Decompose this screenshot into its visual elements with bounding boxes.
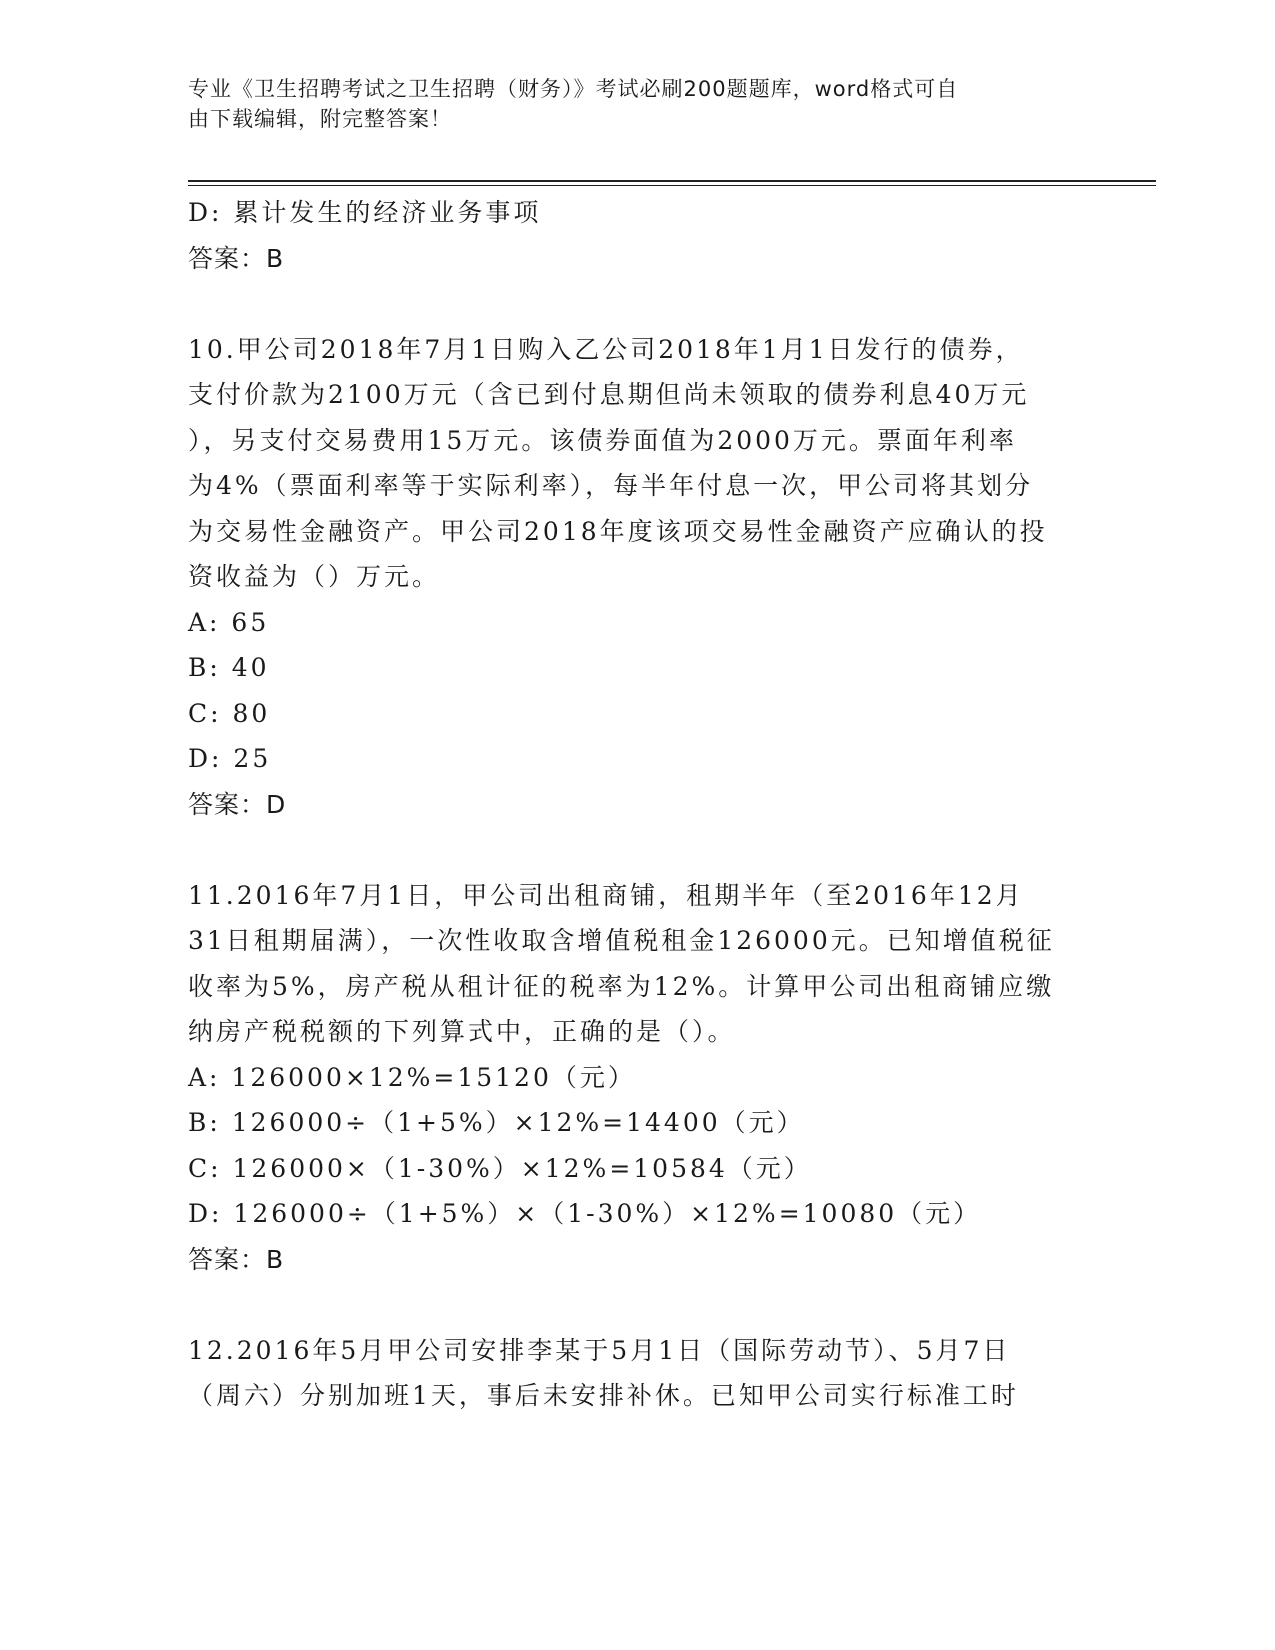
- question-text-line: ），另支付交易费用15万元。该债券面值为2000万元。票面年利率: [188, 425, 1017, 455]
- header-divider-thin: [188, 185, 1156, 186]
- question-text-line: 收率为5%，房产税从租计征的税率为12%。计算甲公司出租商铺应缴: [188, 971, 1055, 1001]
- question-text-line: 为4%（票面利率等于实际利率），每半年付息一次，甲公司将其划分: [188, 471, 1034, 500]
- document-body: [188, 190, 1088, 1419]
- question-text-line: 资收益为（）万元。: [188, 562, 441, 591]
- header-divider-thick: [188, 180, 1156, 182]
- option-b: B: 40: [188, 653, 270, 682]
- option-a: A: 126000×12%=15120（元）: [188, 1062, 636, 1092]
- answer: 答案：B: [188, 243, 285, 273]
- header-line-1: 专业《卫生招聘考试之卫生招聘（财务）》考试必刷200题题库，word格式可自: [188, 77, 959, 101]
- spacer: [188, 827, 1088, 873]
- question-10: [188, 327, 1088, 828]
- question-text-line: 11.2016年7月1日，甲公司出租商铺，租期半年（至2016年12月: [188, 880, 1024, 910]
- question-text-line: 10.甲公司2018年7月1日购入乙公司2018年1月1日发行的债券，: [188, 334, 1024, 364]
- question-12: [188, 1328, 1088, 1419]
- spacer: [188, 1282, 1088, 1328]
- page-header: [188, 74, 1068, 134]
- previous-question-tail: [188, 190, 1088, 281]
- question-11: [188, 873, 1088, 1283]
- answer: 答案：D: [188, 789, 287, 819]
- question-text-line: 12.2016年5月甲公司安排李某于5月1日（国际劳动节）、5月7日: [188, 1335, 1011, 1365]
- option-d: D: 累计发生的经济业务事项: [188, 198, 542, 227]
- question-text-line: 支付价款为2100万元（含已到付息期但尚未领取的债券利息40万元: [188, 380, 1030, 409]
- question-text-line: （周六）分别加班1天，事后未安排补休。已知甲公司实行标准工时: [188, 1381, 1019, 1410]
- spacer: [188, 281, 1088, 327]
- header-line-2: 由下载编辑，附完整答案！: [188, 107, 452, 131]
- question-text-line: 31日租期届满），一次性收取含增值税租金126000元。已知增值税征: [188, 926, 1055, 955]
- option-d: D: 126000÷（1+5%）×（1-30%）×12%=10080（元）: [188, 1199, 982, 1228]
- option-c: C: 80: [188, 698, 271, 728]
- option-b: B: 126000÷（1+5%）×12%=14400（元）: [188, 1108, 805, 1137]
- option-c: C: 126000×（1-30%）×12%=10584（元）: [188, 1153, 812, 1183]
- question-text-line: 为交易性金融资产。甲公司2018年度该项交易性金融资产应确认的投: [188, 516, 1048, 546]
- question-text-line: 纳房产税税额的下列算式中，正确的是（）。: [188, 1017, 736, 1046]
- option-a: A: 65: [188, 607, 270, 637]
- answer: 答案：B: [188, 1244, 285, 1274]
- option-d: D: 25: [188, 744, 272, 773]
